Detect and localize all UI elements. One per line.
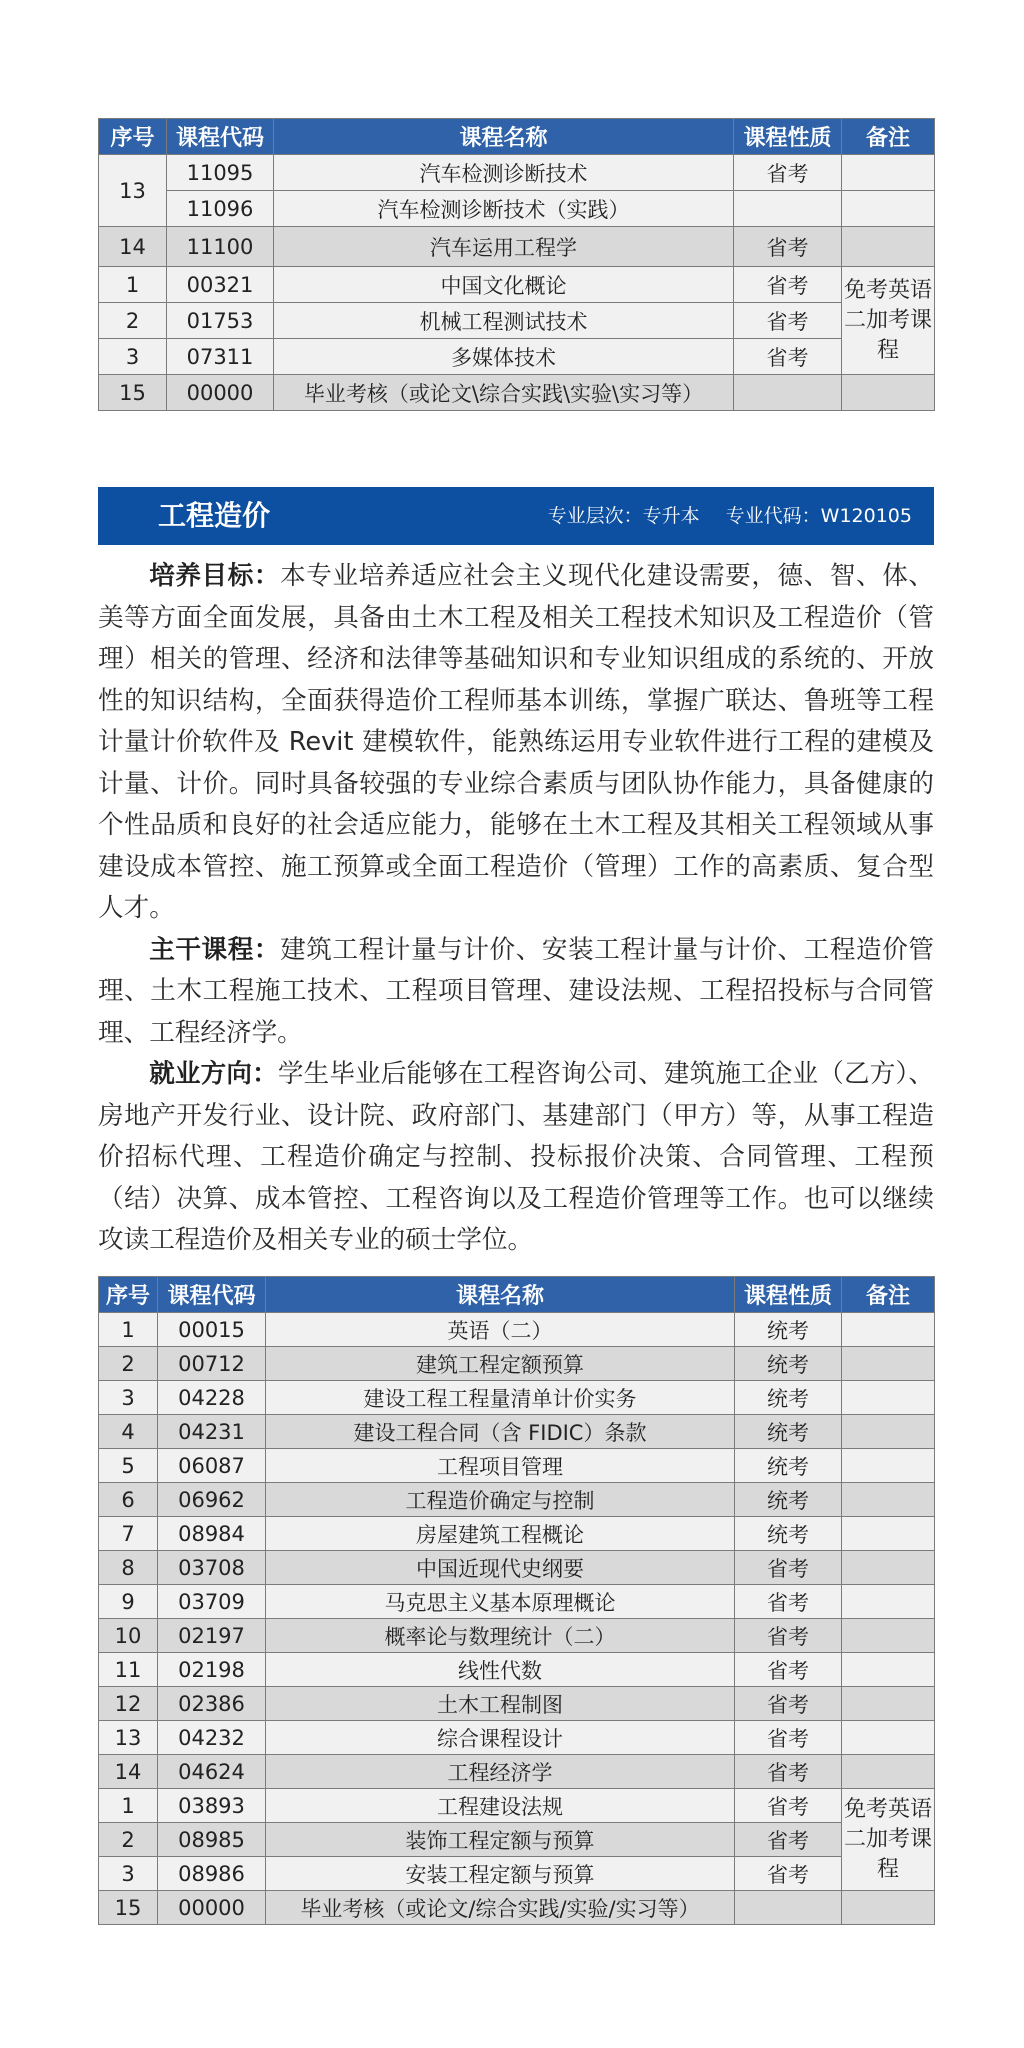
table-row bbox=[99, 1789, 935, 1823]
cell-note bbox=[842, 1415, 935, 1449]
cell-code: 11096 bbox=[167, 191, 274, 227]
table-row bbox=[99, 1517, 935, 1551]
courses-text: 建筑工程计量与计价、安装工程计量与计价、工程造价管理、土木工程施工技术、工程项目管理、建设法规、工程招投标与合同管理、工程经济学。 bbox=[98, 934, 934, 1048]
table-row bbox=[99, 1653, 935, 1687]
cell-no: 2 bbox=[99, 303, 167, 339]
cell-note bbox=[842, 1517, 935, 1551]
cell-name: 英语（二） bbox=[266, 1313, 735, 1347]
cell-code: 08985 bbox=[158, 1823, 266, 1857]
table-row bbox=[99, 1483, 935, 1517]
cell-code: 03893 bbox=[158, 1789, 266, 1823]
cell-name: 多媒体技术 bbox=[274, 339, 734, 375]
cell-no: 15 bbox=[99, 1891, 158, 1925]
cell-name: 工程项目管理 bbox=[266, 1449, 735, 1483]
paragraph-courses bbox=[98, 930, 934, 1055]
cell-name: 房屋建筑工程概论 bbox=[266, 1517, 735, 1551]
cell-note bbox=[842, 1449, 935, 1483]
note-cell: 免考英语二加考课程 bbox=[842, 1789, 935, 1891]
cell-code: 04231 bbox=[158, 1415, 266, 1449]
cell-type: 省考 bbox=[735, 1653, 842, 1687]
goal-text: 本专业培养适应社会主义现代化建设需要，德、智、体、美等方面全面发展，具备由土木工程及相关工程技术知识及工程造价（管理）相关的管理、经济和法律等基础知识和专业知识组成的系统的、开放性的知识结构，全面获得造价工程师基本训练，掌握广联达、鲁班等工程计量计价软件及 Revit 建模软件，能熟练运用专业软件进行工程的建模及计量、计价。同时具备较强的专业综合素质与团队协作能力，具备健康的个性品质和良好的社会适应能力，能够在土木工程及其相关工程领域从事建设成本管控、施工预算或全面工程造价（管理）工作的高素质、复合型人才。 bbox=[98, 561, 934, 923]
paragraph-career bbox=[98, 1054, 934, 1262]
header-no: 序号 bbox=[99, 1277, 158, 1313]
cell-code: 08986 bbox=[158, 1857, 266, 1891]
major-code: 专业代码：W120105 bbox=[725, 505, 912, 527]
cell-type bbox=[734, 191, 842, 227]
cell-name: 机械工程测试技术 bbox=[274, 303, 734, 339]
cell-code: 03709 bbox=[158, 1585, 266, 1619]
table-row bbox=[99, 1415, 935, 1449]
cell-no: 6 bbox=[99, 1483, 158, 1517]
cell-type: 省考 bbox=[735, 1551, 842, 1585]
cell-note bbox=[842, 155, 935, 191]
cell-no: 1 bbox=[99, 267, 167, 303]
cell-type: 省考 bbox=[735, 1585, 842, 1619]
cell-no: 1 bbox=[99, 1789, 158, 1823]
cell-name: 中国近现代史纲要 bbox=[266, 1551, 735, 1585]
cell-type: 省考 bbox=[735, 1789, 842, 1823]
goal-label: 培养目标： bbox=[149, 561, 281, 591]
table-row bbox=[99, 227, 935, 267]
cell-note bbox=[842, 1585, 935, 1619]
cell-name: 毕业考核（或论文/综合实践/实验/实习等） bbox=[266, 1891, 735, 1925]
cell-type: 省考 bbox=[735, 1823, 842, 1857]
major-description bbox=[98, 556, 934, 1262]
cell-code: 06087 bbox=[158, 1449, 266, 1483]
cell-no: 14 bbox=[99, 1755, 158, 1789]
table-row bbox=[99, 1721, 935, 1755]
cell-name: 装饰工程定额与预算 bbox=[266, 1823, 735, 1857]
cell-name: 工程造价确定与控制 bbox=[266, 1483, 735, 1517]
cell-type: 统考 bbox=[735, 1415, 842, 1449]
courses-label: 主干课程： bbox=[149, 934, 281, 965]
cell-name: 马克思主义基本原理概论 bbox=[266, 1585, 735, 1619]
cell-code: 02197 bbox=[158, 1619, 266, 1653]
cell-no: 15 bbox=[99, 375, 167, 411]
table-row bbox=[99, 1551, 935, 1585]
cell-note bbox=[842, 1619, 935, 1653]
cell-type: 统考 bbox=[735, 1313, 842, 1347]
cell-code: 00712 bbox=[158, 1347, 266, 1381]
career-text: 学生毕业后能够在工程咨询公司、建筑施工企业（乙方）、房地产开发行业、设计院、政府部门、基建部门（甲方）等，从事工程造价招标代理、工程造价确定与控制、投标报价决策、合同管理、工程预（结）决算、成本管控、工程咨询以及工程造价管理等工作。也可以继续攻读工程造价及相关专业的硕士学位。 bbox=[98, 1059, 934, 1255]
career-label: 就业方向： bbox=[149, 1059, 278, 1089]
major-meta bbox=[528, 487, 912, 545]
table-header-row bbox=[99, 119, 935, 155]
cell-no: 12 bbox=[99, 1687, 158, 1721]
course-table-top bbox=[98, 118, 935, 411]
table-row bbox=[99, 1619, 935, 1653]
cell-name: 土木工程制图 bbox=[266, 1687, 735, 1721]
cell-name: 建设工程合同（含 FIDIC）条款 bbox=[266, 1415, 735, 1449]
cell-no: 3 bbox=[99, 1857, 158, 1891]
course-table-main bbox=[98, 1276, 935, 1925]
cell-note bbox=[842, 227, 935, 267]
cell-name: 汽车检测诊断技术（实践） bbox=[274, 191, 734, 227]
table-row bbox=[99, 1687, 935, 1721]
header-note: 备注 bbox=[842, 1277, 935, 1313]
cell-no: 11 bbox=[99, 1653, 158, 1687]
cell-type: 省考 bbox=[734, 267, 842, 303]
cell-no: 2 bbox=[99, 1823, 158, 1857]
cell-name: 建筑工程定额预算 bbox=[266, 1347, 735, 1381]
cell-note bbox=[842, 1721, 935, 1755]
cell-note bbox=[842, 1381, 935, 1415]
cell-note bbox=[842, 1653, 935, 1687]
header-code: 课程代码 bbox=[167, 119, 274, 155]
table-row bbox=[99, 155, 935, 191]
cell-note bbox=[842, 1347, 935, 1381]
cell-no: 2 bbox=[99, 1347, 158, 1381]
cell-code: 00321 bbox=[167, 267, 274, 303]
cell-type bbox=[734, 375, 842, 411]
cell-name: 汽车运用工程学 bbox=[274, 227, 734, 267]
cell-no: 3 bbox=[99, 339, 167, 375]
cell-code: 02386 bbox=[158, 1687, 266, 1721]
cell-note bbox=[842, 191, 935, 227]
cell-type: 统考 bbox=[735, 1483, 842, 1517]
cell-note bbox=[842, 1687, 935, 1721]
table-row bbox=[99, 1347, 935, 1381]
cell-type: 省考 bbox=[734, 155, 842, 191]
cell-note bbox=[842, 1551, 935, 1585]
cell-code: 04228 bbox=[158, 1381, 266, 1415]
cell-no: 8 bbox=[99, 1551, 158, 1585]
cell-note bbox=[842, 375, 935, 411]
cell-name: 安装工程定额与预算 bbox=[266, 1857, 735, 1891]
major-title: 工程造价 bbox=[158, 499, 271, 532]
cell-type: 省考 bbox=[734, 339, 842, 375]
cell-name: 毕业考核（或论文\综合实践\实验\实习等） bbox=[274, 375, 734, 411]
table-row bbox=[99, 1755, 935, 1789]
cell-no: 3 bbox=[99, 1381, 158, 1415]
cell-no: 4 bbox=[99, 1415, 158, 1449]
table-row bbox=[99, 1857, 935, 1891]
table-row bbox=[99, 1891, 935, 1925]
cell-no: 13 bbox=[99, 1721, 158, 1755]
cell-note bbox=[842, 1891, 935, 1925]
cell-no: 10 bbox=[99, 1619, 158, 1653]
header-type: 课程性质 bbox=[735, 1277, 842, 1313]
table-row bbox=[99, 1823, 935, 1857]
cell-no: 13 bbox=[99, 155, 167, 227]
cell-code: 04624 bbox=[158, 1755, 266, 1789]
cell-name: 概率论与数理统计（二） bbox=[266, 1619, 735, 1653]
cell-note bbox=[842, 1483, 935, 1517]
table-header-row bbox=[99, 1277, 935, 1313]
cell-code: 06962 bbox=[158, 1483, 266, 1517]
cell-name: 线性代数 bbox=[266, 1653, 735, 1687]
header-code: 课程代码 bbox=[158, 1277, 266, 1313]
table-row bbox=[99, 267, 935, 303]
cell-type: 省考 bbox=[734, 303, 842, 339]
cell-type: 省考 bbox=[735, 1721, 842, 1755]
cell-no: 14 bbox=[99, 227, 167, 267]
table-row bbox=[99, 1449, 935, 1483]
paragraph-goal bbox=[98, 556, 934, 930]
cell-no: 5 bbox=[99, 1449, 158, 1483]
cell-code: 07311 bbox=[167, 339, 274, 375]
cell-code: 04232 bbox=[158, 1721, 266, 1755]
cell-type: 统考 bbox=[735, 1517, 842, 1551]
cell-name: 工程建设法规 bbox=[266, 1789, 735, 1823]
cell-type: 省考 bbox=[735, 1755, 842, 1789]
cell-type: 省考 bbox=[734, 227, 842, 267]
cell-name: 工程经济学 bbox=[266, 1755, 735, 1789]
cell-type: 省考 bbox=[735, 1857, 842, 1891]
cell-code: 00000 bbox=[167, 375, 274, 411]
cell-type: 统考 bbox=[735, 1381, 842, 1415]
cell-name: 综合课程设计 bbox=[266, 1721, 735, 1755]
major-banner bbox=[98, 487, 934, 545]
header-no: 序号 bbox=[99, 119, 167, 155]
cell-type: 省考 bbox=[735, 1619, 842, 1653]
cell-code: 01753 bbox=[167, 303, 274, 339]
cell-code: 11100 bbox=[167, 227, 274, 267]
cell-code: 08984 bbox=[158, 1517, 266, 1551]
header-name: 课程名称 bbox=[274, 119, 734, 155]
cell-code: 11095 bbox=[167, 155, 274, 191]
cell-name: 建设工程工程量清单计价实务 bbox=[266, 1381, 735, 1415]
table-row bbox=[99, 191, 935, 227]
cell-code: 00015 bbox=[158, 1313, 266, 1347]
cell-type: 省考 bbox=[735, 1687, 842, 1721]
cell-type bbox=[735, 1891, 842, 1925]
cell-type: 统考 bbox=[735, 1347, 842, 1381]
table-row bbox=[99, 1313, 935, 1347]
table-row bbox=[99, 303, 935, 339]
table-row bbox=[99, 339, 935, 375]
table2-body bbox=[99, 1313, 935, 1925]
header-note: 备注 bbox=[842, 119, 935, 155]
cell-name: 中国文化概论 bbox=[274, 267, 734, 303]
cell-code: 03708 bbox=[158, 1551, 266, 1585]
cell-no: 9 bbox=[99, 1585, 158, 1619]
table-row bbox=[99, 1585, 935, 1619]
table-row bbox=[99, 1381, 935, 1415]
cell-note bbox=[842, 1313, 935, 1347]
note-cell: 免考英语二加考课程 bbox=[842, 267, 935, 375]
cell-no: 7 bbox=[99, 1517, 158, 1551]
cell-type: 统考 bbox=[735, 1449, 842, 1483]
cell-note bbox=[842, 1755, 935, 1789]
major-level: 专业层次：专升本 bbox=[547, 505, 700, 527]
header-name: 课程名称 bbox=[266, 1277, 735, 1313]
table-row bbox=[99, 375, 935, 411]
cell-name: 汽车检测诊断技术 bbox=[274, 155, 734, 191]
header-type: 课程性质 bbox=[734, 119, 842, 155]
cell-code: 02198 bbox=[158, 1653, 266, 1687]
cell-code: 00000 bbox=[158, 1891, 266, 1925]
cell-no: 1 bbox=[99, 1313, 158, 1347]
